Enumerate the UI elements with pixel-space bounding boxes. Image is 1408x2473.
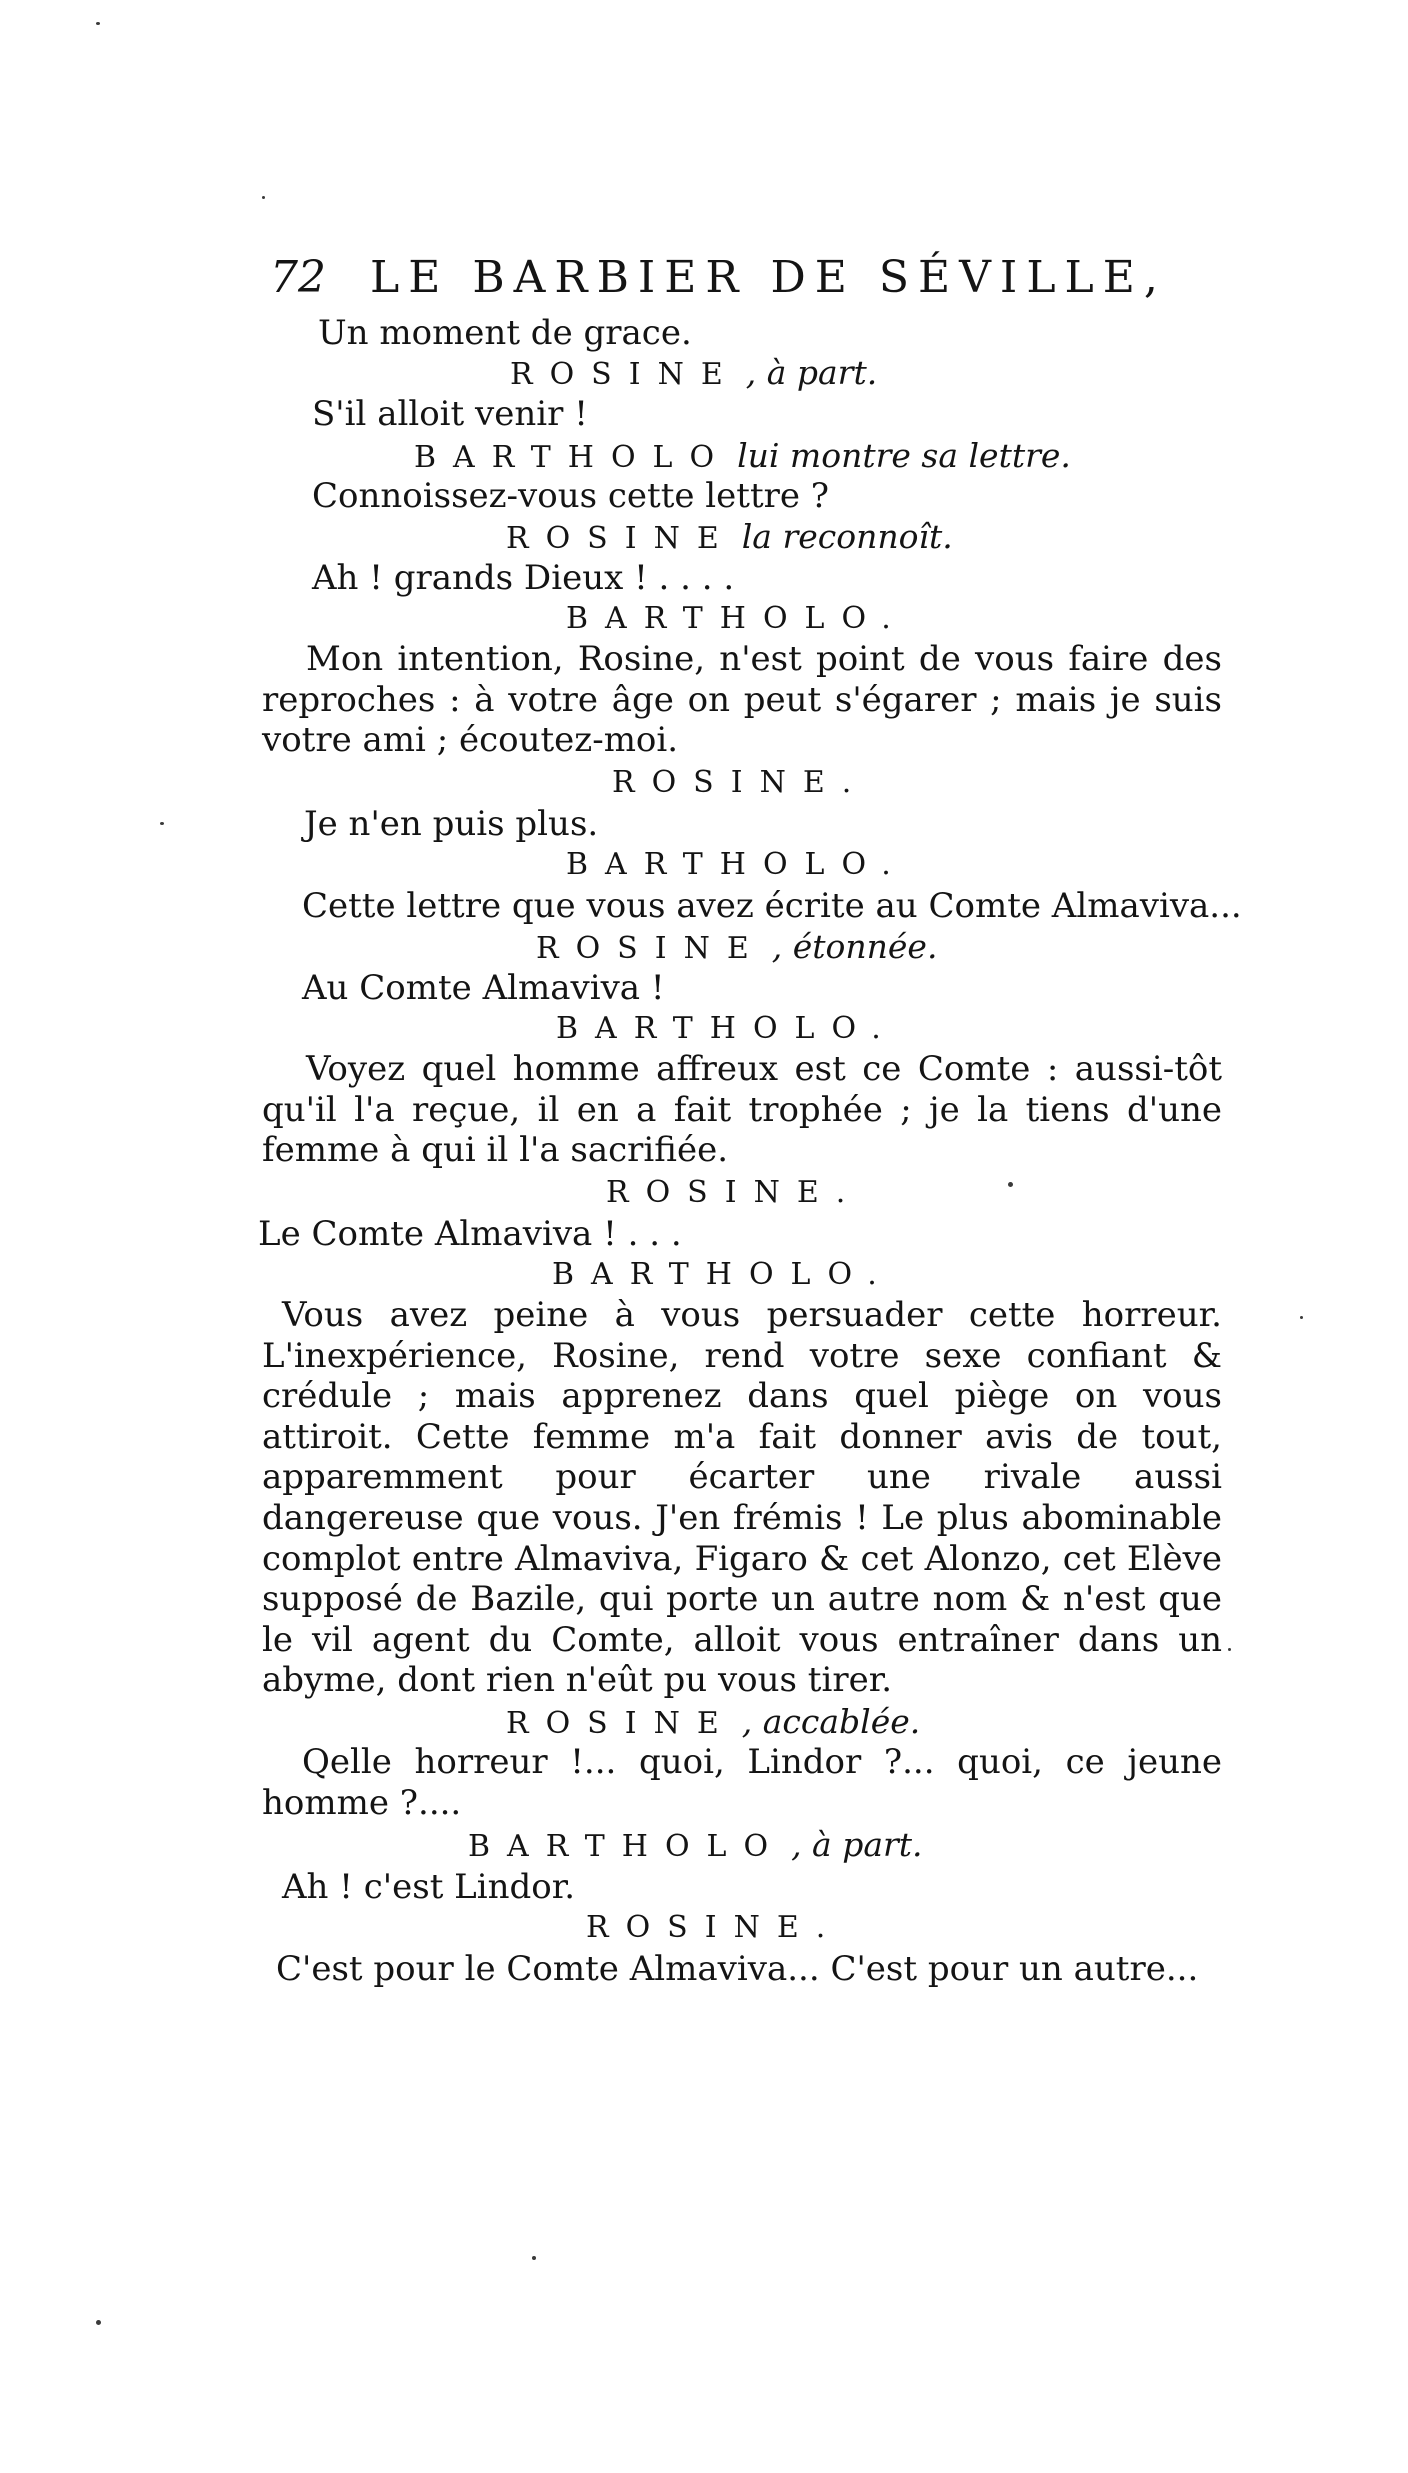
speaker-name: ROSINE. [612, 765, 869, 800]
speaker-name: BARTHOLO [468, 1829, 786, 1864]
speaker-name: BARTHOLO. [552, 1257, 894, 1292]
stage-direction: , étonnée. [771, 927, 938, 966]
paper-speck [1228, 1648, 1231, 1651]
speaker-heading [612, 762, 868, 804]
paper-speck [1300, 1316, 1303, 1319]
dialogue-line: Connoissez-vous cette lettre ? [312, 476, 830, 516]
paper-speck [96, 2320, 101, 2325]
speaker-heading [566, 598, 908, 640]
paper-speck [160, 822, 164, 825]
dialogue-line: Je n'en puis plus. [304, 804, 599, 844]
speaker-name: ROSINE [510, 357, 740, 392]
speaker-name: ROSINE [506, 521, 736, 556]
stage-direction: , à part. [791, 1825, 923, 1864]
dialogue-line: Ah ! c'est Lindor. [282, 1867, 576, 1907]
stage-direction: , accablée. [741, 1702, 921, 1741]
dialogue-paragraph: Vous avez peine à vous persuader cette horreur. L'inexpérience, Rosine, rend votre sexe confiant & crédule ; mais apprenez dans quel piège on vous attiroit. Cette femme m'a fait donner avis de tout, apparemment pour écarter une rivale aussi dangereuse que vous. J'en frémis ! Le plus abominable complot entre Almaviva, Figaro & cet Alonzo, cet Elève supposé de Bazile, qui porte un autre nom & n'est que le vil agent du Comte, alloit vous entraîner dans un abyme, dont rien n'eût pu vous tirer. [262, 1295, 1222, 1701]
dialogue-line: Le Comte Almaviva ! . . . [258, 1214, 682, 1254]
speaker-heading [606, 1172, 862, 1214]
speaker-name: BARTHOLO [414, 440, 732, 475]
speaker-name: BARTHOLO. [556, 1011, 898, 1046]
dialogue-paragraph: Voyez quel homme affreux est ce Comte : aussi-tôt qu'il l'a reçue, il en a fait trophée ; je la tiens d'une femme à qui il l'a sacrifiée. [262, 1049, 1222, 1171]
speaker-heading [556, 1008, 898, 1050]
speaker-name: ROSINE. [606, 1175, 863, 1210]
dialogue-line: C'est pour le Comte Almaviva... C'est pour un autre... [276, 1949, 1199, 1989]
stage-direction: lui montre sa lettre. [737, 436, 1071, 475]
speaker-heading [510, 352, 877, 396]
speaker-name: ROSINE [506, 1706, 736, 1741]
dialogue-line: S'il alloit venir ! [312, 394, 588, 434]
dialogue-line: Au Comte Almaviva ! [302, 968, 665, 1008]
stage-direction: la reconnoît. [741, 517, 953, 556]
speaker-heading [414, 435, 1071, 479]
dialogue-line: Un moment de grace. [318, 313, 692, 353]
dialogue-line: Ah ! grands Dieux ! . . . . [312, 558, 735, 598]
speaker-name: BARTHOLO. [566, 601, 908, 636]
speaker-heading [468, 1824, 923, 1868]
page-header [270, 248, 1170, 308]
speaker-name: BARTHOLO. [566, 847, 908, 882]
page-number: 72 [270, 252, 326, 303]
speaker-heading [506, 1701, 920, 1745]
speaker-heading [586, 1907, 842, 1949]
paper-speck [1008, 1182, 1013, 1187]
speaker-heading [536, 926, 937, 970]
speaker-name: ROSINE [536, 931, 766, 966]
running-title: LE BARBIER DE SÉVILLE, [370, 252, 1167, 303]
speaker-heading [566, 844, 908, 886]
speaker-name: ROSINE. [586, 1910, 843, 1945]
paper-speck [262, 196, 265, 199]
speaker-heading [506, 516, 953, 560]
speaker-heading [552, 1254, 894, 1296]
paper-speck [532, 2256, 536, 2260]
stage-direction: , à part. [745, 353, 878, 392]
dialogue-paragraph: Mon intention, Rosine, n'est point de vous faire des reproches : à votre âge on peut s'égarer ; mais je suis votre ami ; écoutez-moi. [262, 639, 1222, 761]
dialogue-paragraph: Qelle horreur !... quoi, Lindor ?... quoi, ce jeune homme ?.... [262, 1742, 1222, 1823]
paper-speck [96, 22, 100, 25]
dialogue-line: Cette lettre que vous avez écrite au Comte Almaviva... [302, 886, 1242, 926]
